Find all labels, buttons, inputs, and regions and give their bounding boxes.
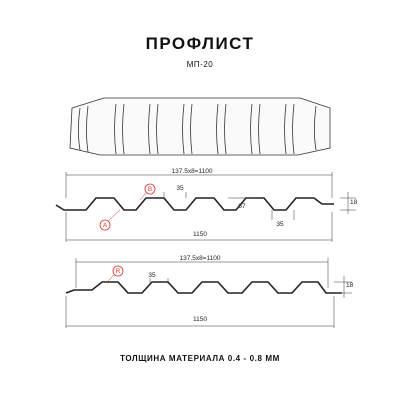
- marker-a-label: A: [102, 223, 108, 229]
- profile-line: [56, 198, 334, 210]
- rib-label: 67: [238, 203, 246, 210]
- span-label-2: 137.5x8=1100: [179, 255, 221, 262]
- profile-1: [56, 168, 358, 242]
- page-subtitle: МП-20: [186, 60, 214, 69]
- page-title: ПРОФЛИСТ: [145, 34, 255, 53]
- bottom-flat-label: 35: [276, 221, 284, 228]
- span-label: 137.5x8=1100: [171, 168, 213, 175]
- total-label-2: 1150: [193, 316, 207, 323]
- height-label: 18: [350, 199, 358, 206]
- profile-2: [66, 255, 354, 328]
- marker-b-label: B: [147, 187, 153, 193]
- top-flat-label-2: 35: [148, 272, 156, 279]
- profile-line-2: [66, 282, 342, 293]
- sheet-illustration: [70, 98, 330, 155]
- top-flat-label: 35: [176, 185, 184, 192]
- thickness-note: ТОЛЩИНА МАТЕРИАЛА 0.4 - 0.8 ММ: [120, 354, 280, 363]
- marker-r-label: R: [115, 269, 121, 275]
- total-label: 1150: [193, 231, 207, 238]
- height-label-2: 18: [346, 282, 354, 289]
